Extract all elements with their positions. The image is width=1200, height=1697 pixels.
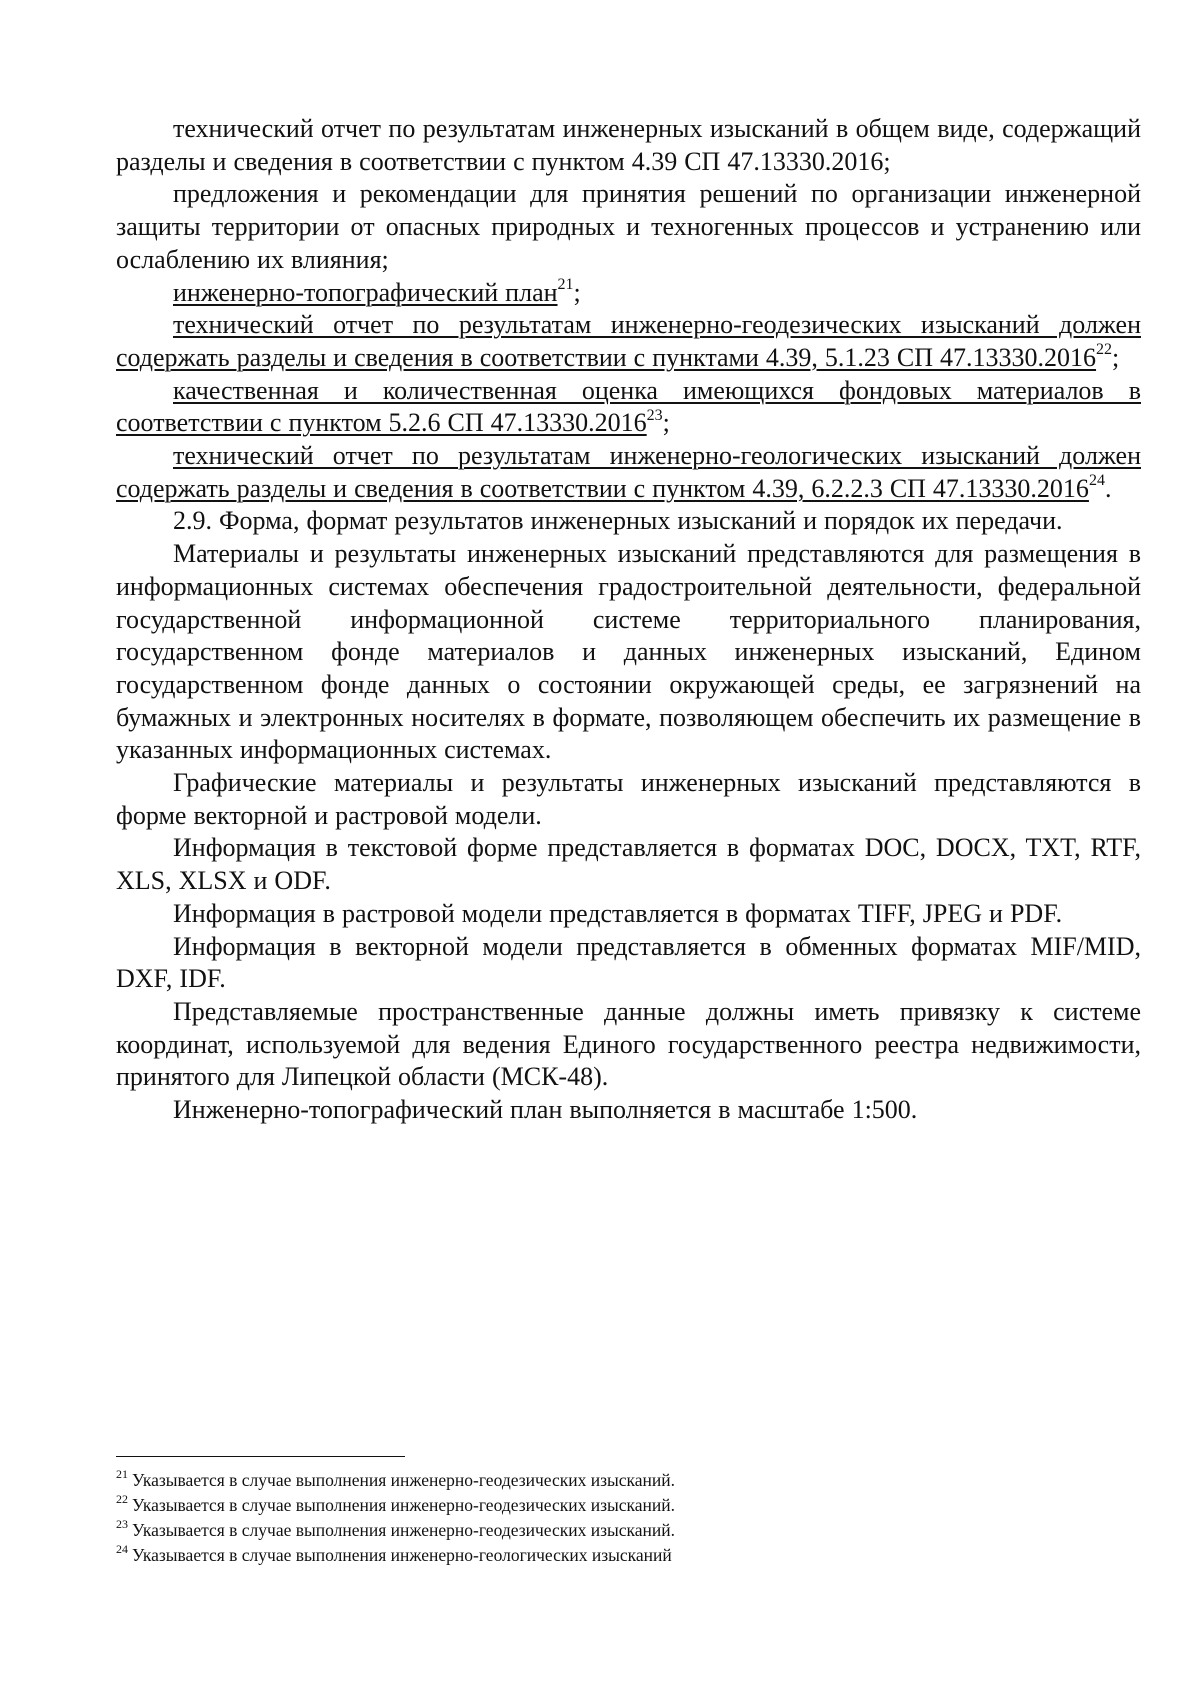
footnote-22	[116, 1493, 1141, 1518]
footnote-ref: 22	[1096, 341, 1113, 359]
paragraph-graphic-materials: Графические материалы и результаты инженерных изысканий представляются в форме векторной и растровой модели.	[116, 768, 1141, 830]
punctuation: ;	[662, 408, 670, 438]
footnote-text: Указывается в случае выполнения инженерно-геологических изысканий	[132, 1545, 672, 1565]
paragraph-text-formats: Информация в текстовой форме представляется в форматах DOC, DOCX, TXT, RTF, XLS, XLSX и ODF.	[116, 833, 1141, 896]
footnote-ref: 24	[1088, 472, 1105, 490]
footnote-text: Указывается в случае выполнения инженерно-геодезических изысканий.	[132, 1495, 676, 1515]
paragraph-scale: Инженерно-топографический план выполняется в масштабе 1:500.	[173, 1095, 918, 1125]
footnote-text: Указывается в случае выполнения инженерно-геодезических изысканий.	[132, 1520, 676, 1540]
punctuation: .	[1104, 473, 1112, 503]
punctuation: ;	[573, 277, 581, 307]
footnote-23	[116, 1518, 1141, 1543]
paragraph-fund-materials	[116, 375, 1141, 440]
paragraph-geological-report	[116, 440, 1141, 505]
punctuation: ;	[1112, 342, 1120, 372]
paragraph-vector-formats: Информация в векторной модели представляется в обменных форматах MIF/MID, DXF, IDF.	[116, 931, 1141, 994]
paragraph-coordinate-system: Представляемые пространственные данные должны иметь привязку к системе координат, используемой для ведения Единого государственного реестра недвижимости, принятого для Липецкой области (МСК-48).	[116, 996, 1141, 1092]
footnote-number: 23	[116, 1517, 128, 1532]
footnote-number: 24	[116, 1542, 128, 1557]
footnote-ref: 21	[557, 275, 574, 293]
underlined-text: технический отчет по результатам инженерно-геологических изысканий должен содержать разделы и сведения в соответствии с пунктом 4.39, 6.2.2.3 СП 47.13330.2016	[116, 441, 1141, 503]
footnote-text: Указывается в случае выполнения инженерно-геодезических изысканий.	[132, 1470, 676, 1490]
footnote-number: 22	[116, 1492, 128, 1507]
footnotes	[116, 1468, 1141, 1568]
footnote-number: 21	[116, 1467, 128, 1482]
footnote-ref: 23	[646, 406, 663, 424]
document-page	[116, 113, 1141, 1127]
section-heading: 2.9. Форма, формат результатов инженерных изысканий и порядок их передачи.	[173, 506, 1063, 536]
paragraph-geodetic-report	[116, 309, 1141, 374]
footnote-separator	[116, 1456, 405, 1457]
paragraph-raster-formats: Информация в растровой модели представляется в форматах TIFF, JPEG и PDF.	[173, 898, 1063, 928]
underlined-text: качественная и количественная оценка имеющихся фондовых материалов в соответствии с пунктом 5.2.6 СП 47.13330.2016	[116, 375, 1141, 438]
paragraph-proposals: предложения и рекомендации для принятия решений по организации инженерной защиты территории от опасных природных и техногенных процессов и устранению или ослаблению их влияния;	[116, 179, 1141, 274]
paragraph-topographic-plan	[116, 277, 1141, 310]
underlined-text: технический отчет по результатам инженерно-геодезических изысканий должен содержать разделы и сведения в соответствии с пунктами 4.39, 5.1.23 СП 47.13330.2016	[116, 310, 1141, 372]
footnote-21	[116, 1468, 1141, 1493]
footnote-24	[116, 1543, 1141, 1568]
underlined-text: инженерно-топографический план	[173, 277, 558, 307]
paragraph-technical-report: технический отчет по результатам инженерных изысканий в общем виде, содержащий разделы и сведения в соответствии с пунктом 4.39 СП 47.13330.2016;	[116, 114, 1141, 176]
paragraph-materials-placement: Материалы и результаты инженерных изысканий представляются для размещения в информационных системах обеспечения градостроительной деятельности, федеральной государственной информационной системе территориального планирования, государственном фонде материалов и данных инженерных изысканий, Едином государственном фонде данных о состоянии окружающей среды, ее загрязнений на бумажных и электронных носителях в формате, позволяющем обеспечить их размещение в указанных информационных системах.	[116, 539, 1141, 765]
